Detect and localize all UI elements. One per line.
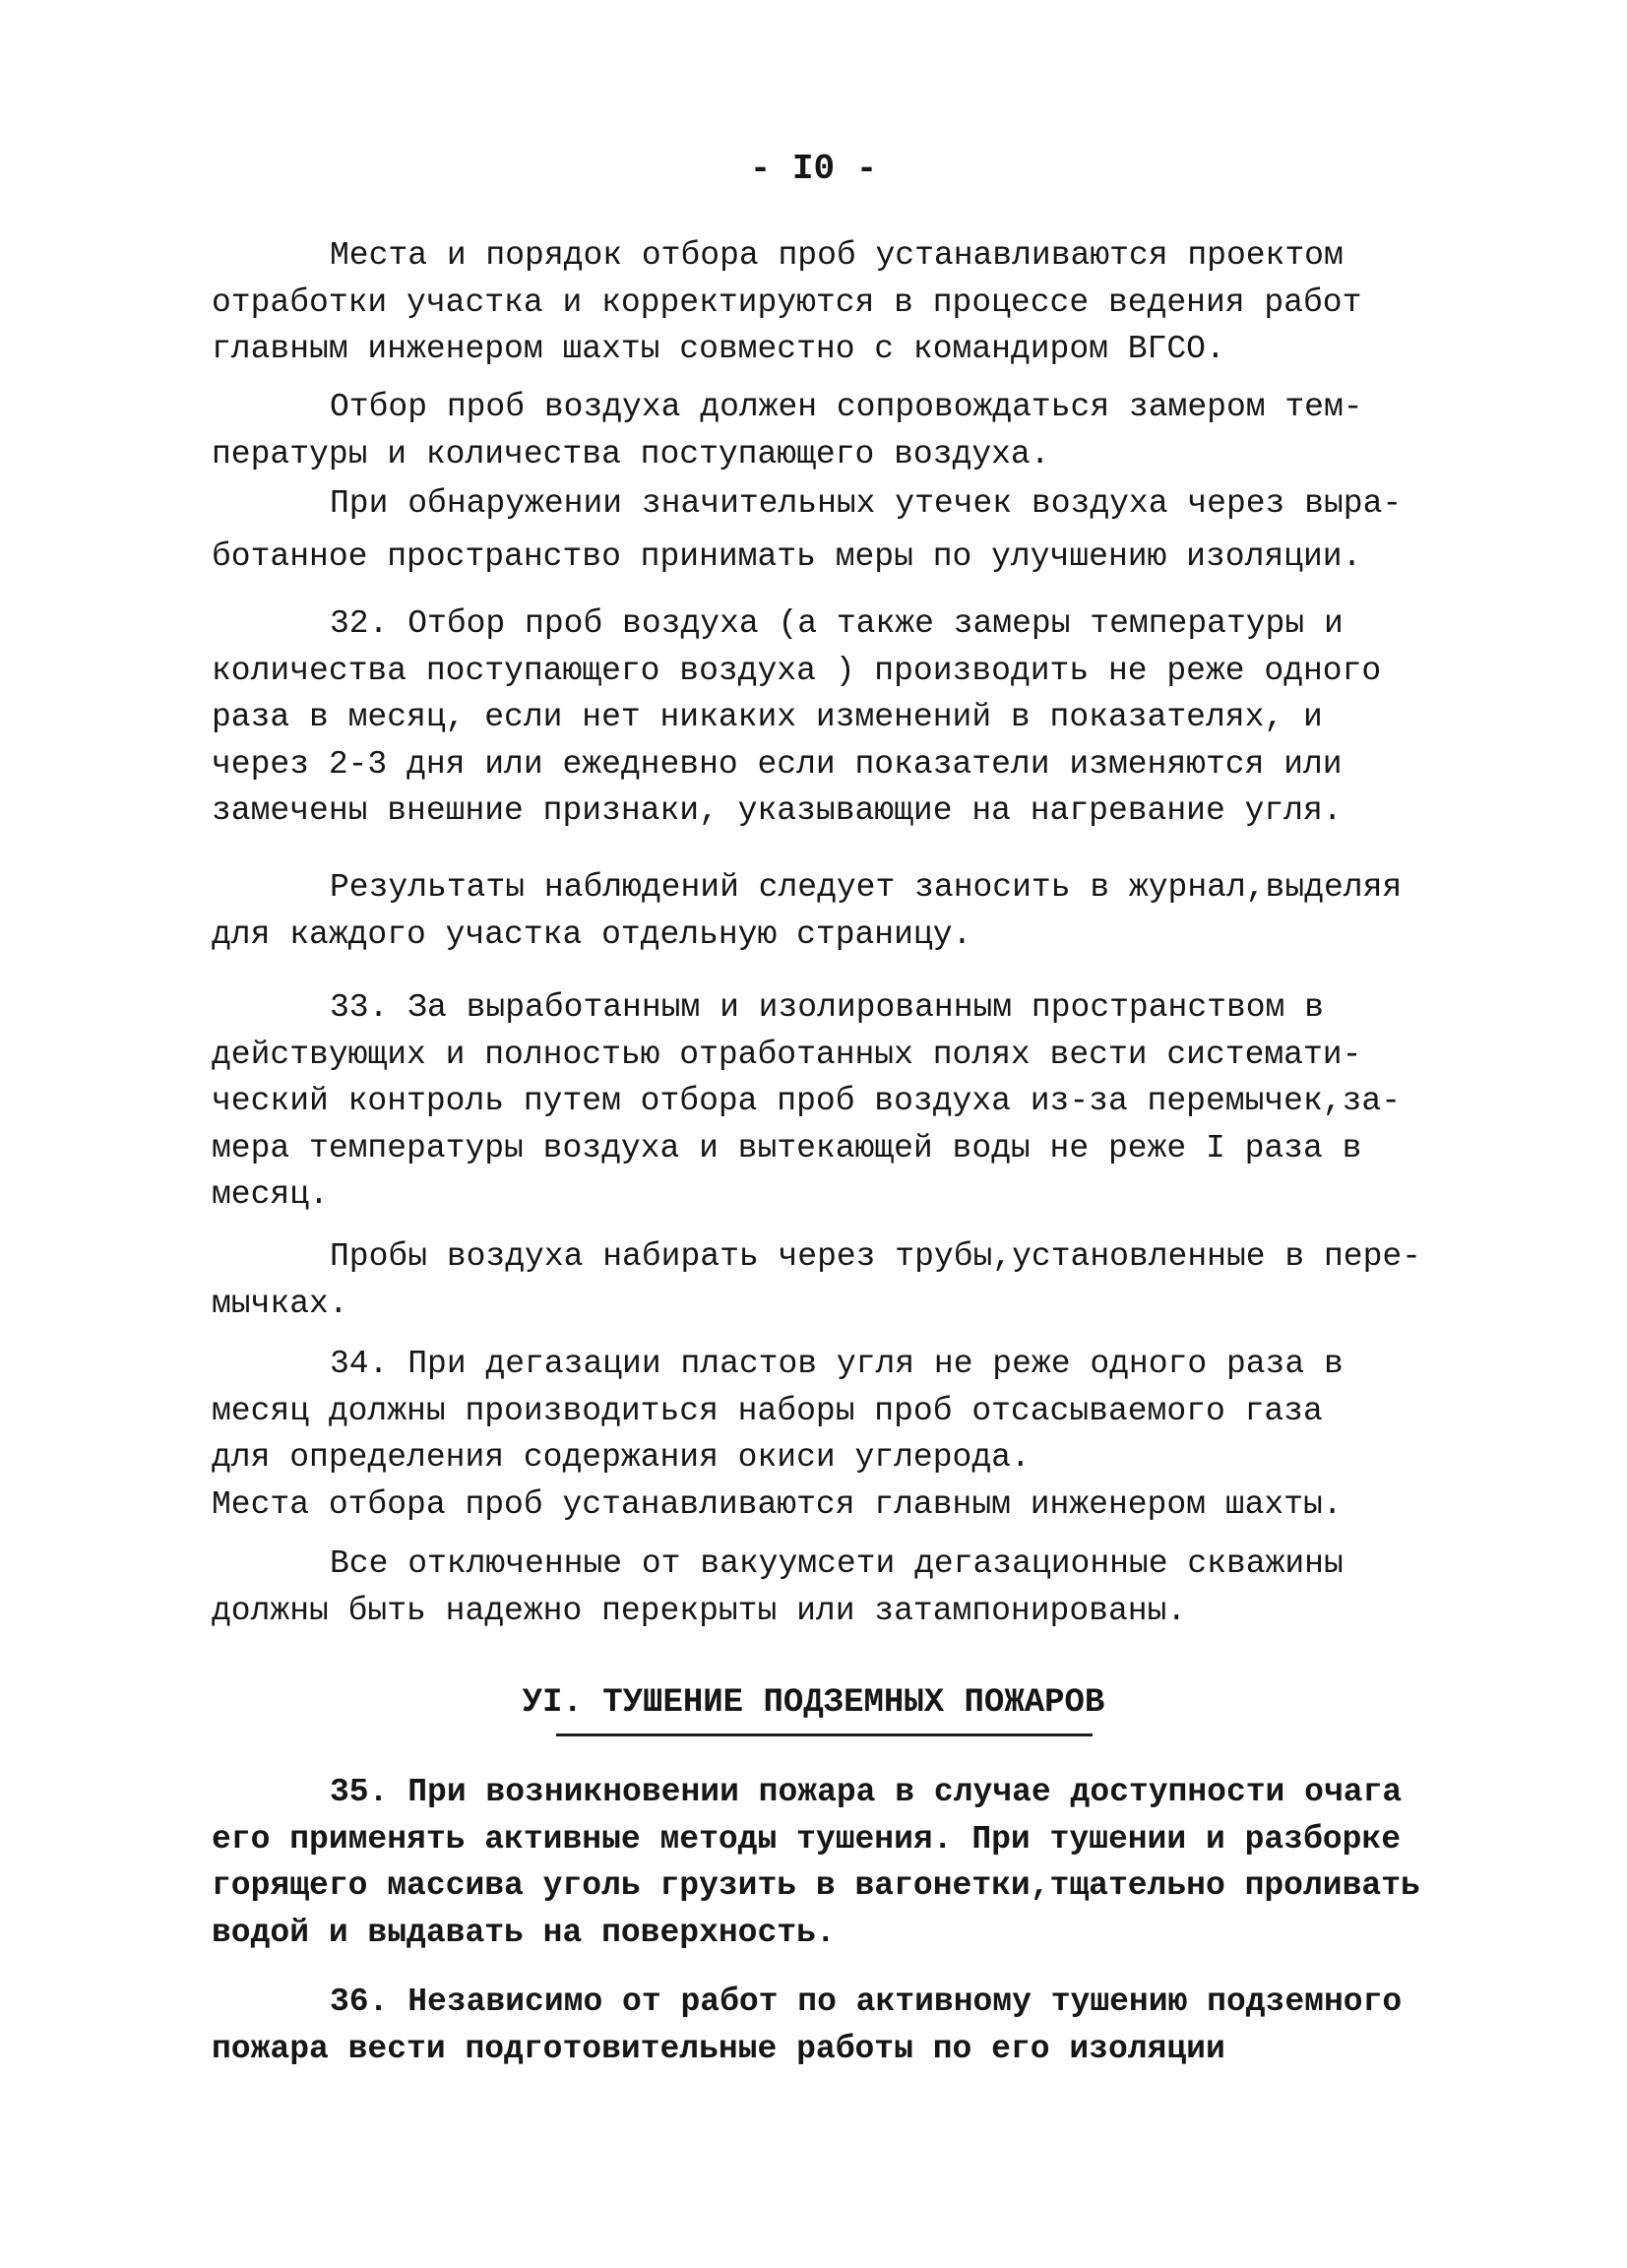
paragraph-line: его применять активные методы тушения. При тушении и разборке (212, 1820, 1401, 1858)
paragraph-line: Пробы воздуха набирать через трубы,установленные в пере- (330, 1238, 1421, 1275)
page-number: - I0 - (749, 149, 878, 189)
paragraph-line: мычках. (212, 1285, 348, 1322)
paragraph-line: Все отключенные от вакуумсети дегазационные скважины (330, 1545, 1344, 1582)
paragraph-line: раза в месяц, если нет никаких изменений в показателях, и (212, 699, 1323, 735)
paragraph-line: Отбор проб воздуха должен сопровождаться замером тем- (330, 389, 1363, 425)
paragraph-observation-results (212, 864, 1462, 958)
paragraph-line: 33. За выработанным и изолированным пространством в (330, 989, 1324, 1026)
paragraph-line: горящего массива уголь грузить в вагонетки,тщательно проливать (212, 1867, 1420, 1904)
section-heading: УI. ТУШЕНИЕ ПОДЗЕМНЫХ ПОЖАРОВ (522, 1684, 1105, 1722)
paragraph-line: Места отбора проб устанавливаются главным инженером шахты. (212, 1485, 1343, 1523)
paragraph-item-36 (212, 1979, 1462, 2072)
paragraph-line: 34. При дегазации пластов угля не реже одного раза в (330, 1346, 1344, 1382)
paragraph-line: При обнаружении значительных утечек воздуха через выра- (330, 485, 1403, 522)
paragraph-line: для каждого участка отдельную страницу. (212, 915, 972, 953)
heading-underline (556, 1733, 1093, 1736)
paragraph-sampling-places (212, 232, 1462, 373)
paragraph-line: ботанное пространство принимать меры по улучшению изоляции. (212, 537, 1362, 575)
paragraph-line: 35. При возникновении пожара в случае доступности очага (330, 1774, 1403, 1810)
paragraph-line: 36. Независимо от работ по активному тушению подземного (330, 1984, 1403, 2020)
paragraph-line: для определения содержания окиси углерода. (212, 1439, 1031, 1476)
paragraph-item-35 (212, 1769, 1462, 1956)
paragraph-air-samples-pipes (212, 1233, 1462, 1327)
paragraph-line: месяц должны производиться наборы проб отсасываемого газа (212, 1392, 1323, 1429)
paragraph-line: действующих и полностью отработанных полях вести системати- (212, 1036, 1362, 1073)
paragraph-line: замечены внешние признаки, указывающие на нагревание угля. (212, 792, 1343, 829)
paragraph-line: через 2-3 дня или ежедневно если показатели изменяются или (212, 745, 1343, 783)
paragraph-line: отработки участка и корректируются в процессе ведения работ (212, 284, 1362, 321)
paragraph-item-32 (212, 600, 1462, 835)
paragraph-line: количества поступающего воздуха ) производить не реже одного (212, 652, 1382, 689)
paragraph-line: пожара вести подготовительные работы по его изоляции (212, 2030, 1225, 2067)
paragraph-line: ческий контроль путем отбора проб воздуха из-за перемычек,за- (212, 1083, 1401, 1119)
paragraph-line: Места и порядок отбора проб устанавливаются проектом (330, 237, 1344, 274)
paragraph-line: главным инженером шахты совместно с командиром ВГСО. (212, 331, 1225, 367)
paragraph-line: мера температуры воздуха и вытекающей воды не реже I раза в (212, 1129, 1362, 1166)
paragraph-degassing-wells (212, 1541, 1462, 1634)
paragraph-line: должны быть надежно перекрыты или затампонированы. (212, 1592, 1187, 1629)
paragraph-item-33 (212, 984, 1462, 1219)
paragraph-air-sampling-measurement (212, 384, 1462, 477)
paragraph-line: пературы и количества поступающего воздуха. (212, 435, 1050, 472)
paragraph-line: 32. Отбор проб воздуха (а также замеры температуры и (330, 605, 1344, 642)
paragraph-air-leakage (212, 480, 1462, 580)
paragraph-line: Результаты наблюдений следует заносить в журнал,выделяя (330, 869, 1403, 906)
paragraph-line: месяц. (212, 1176, 329, 1213)
paragraph-line: водой и выдавать на поверхность. (212, 1914, 836, 1951)
paragraph-item-34 (212, 1341, 1462, 1528)
